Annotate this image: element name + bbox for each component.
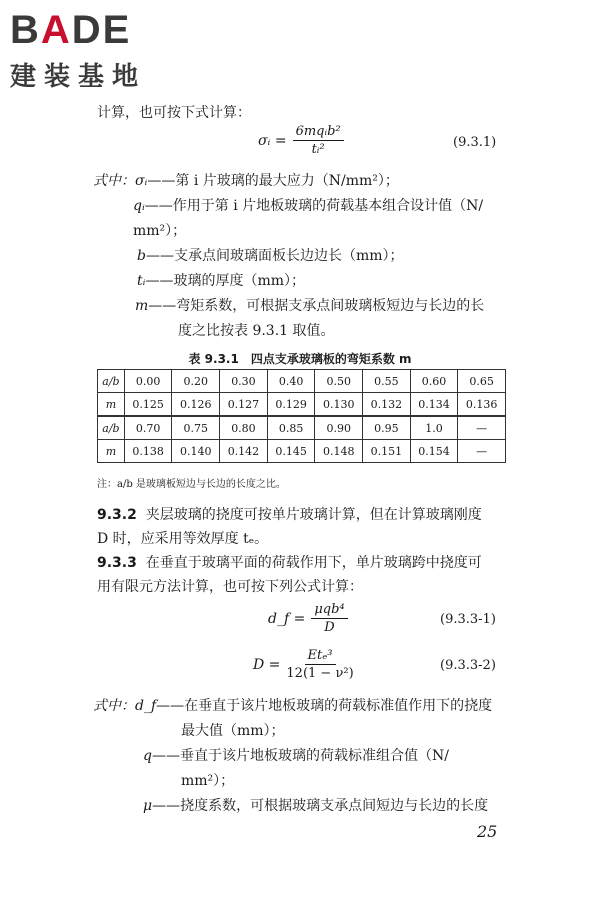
table-cell: 0.40 (267, 370, 315, 393)
table-cell: 0.20 (172, 370, 220, 393)
table-cell: 0.132 (363, 393, 411, 417)
page-number: 25 (477, 822, 498, 841)
formula-9-3-1 (258, 124, 344, 157)
table-cell: 0.60 (410, 370, 458, 393)
formula-lhs: D = (253, 656, 281, 673)
body-text: D 时，应采用等效厚度 tₑ。 (97, 531, 269, 547)
def-symbol: 式中：σᵢ (93, 173, 148, 189)
table-cell: 0.140 (172, 440, 220, 463)
section-number: 9.3.2 (97, 507, 137, 523)
def-symbol: m (135, 298, 149, 314)
table-cell: 0.50 (315, 370, 363, 393)
formula-numerator: 6mqᵢb² (293, 124, 344, 141)
def-symbol: 式中：d_f (93, 698, 157, 714)
formula-denominator: D (324, 620, 335, 635)
table-cell: 0.75 (172, 416, 220, 440)
formula-lhs: d_f = (268, 610, 306, 627)
def-symbol: b (137, 248, 146, 264)
body-text: 在垂直于玻璃平面的荷载作用下，单片玻璃跨中挠度可 (145, 555, 482, 571)
table-cell: 1.0 (410, 416, 458, 440)
table-cell: 0.80 (220, 416, 268, 440)
table-cell: 0.65 (458, 370, 506, 393)
section-number: 9.3.3 (97, 555, 137, 571)
table-row (98, 393, 506, 417)
coefficient-table (97, 369, 506, 463)
def-text: ——在垂直于该片地板玻璃的荷载标准值作用下的挠度 (156, 698, 493, 714)
table-cell: 0.145 (267, 440, 315, 463)
body-text: 夹层玻璃的挠度可按单片玻璃计算，但在计算玻璃刚度 (145, 507, 482, 523)
table-cell: 0.55 (363, 370, 411, 393)
def-symbol: q (143, 748, 152, 764)
table-cell: 0.127 (220, 393, 268, 417)
logo (10, 8, 146, 93)
formula-9-3-3-1 (268, 602, 348, 635)
table-cell: 0.129 (267, 393, 315, 417)
formula-numerator: μqb⁴ (311, 602, 347, 619)
table-cell: — (458, 440, 506, 463)
table-note: 注：a/b 是玻璃板短边与长边的长度之比。 (97, 479, 286, 490)
table-cell: 0.138 (124, 440, 172, 463)
table-cell: 0.126 (172, 393, 220, 417)
table-row (98, 440, 506, 463)
def-text: ——玻璃的厚度（mm）； (145, 273, 306, 289)
def-text: ——挠度系数，可根据玻璃支承点间短边与长边的长度 (152, 798, 489, 814)
equation-number: (9.3.3-2) (440, 658, 496, 673)
row-header: m (98, 393, 125, 417)
table-cell: 0.148 (315, 440, 363, 463)
table-cell: 0.70 (124, 416, 172, 440)
def-text: ——第 i 片玻璃的最大应力（N/mm²）； (147, 173, 399, 189)
table-cell: 0.136 (458, 393, 506, 417)
table-cell: 0.130 (315, 393, 363, 417)
table-cell: 0.134 (410, 393, 458, 417)
def-text: mm²）； (181, 773, 235, 789)
formula-denominator: tᵢ² (311, 142, 325, 157)
def-text: 度之比按表 9.3.1 取值。 (178, 323, 335, 339)
def-text: ——支承点间玻璃面板长边边长（mm）； (145, 248, 404, 264)
row-header: a/b (98, 370, 125, 393)
body-text: 用有限元方法计算，也可按下列公式计算： (97, 579, 363, 595)
formula-9-3-3-2 (253, 648, 354, 681)
row-header: m (98, 440, 125, 463)
table-caption: 表 9.3.1 四点支承玻璃板的弯矩系数 m (188, 352, 412, 366)
row-header: a/b (98, 416, 125, 440)
table-cell: 0.30 (220, 370, 268, 393)
logo-subtitle: 建装基地 (10, 62, 147, 92)
def-text: ——弯矩系数，可根据支承点间玻璃板短边与长边的长 (148, 298, 485, 314)
table-cell: — (458, 416, 506, 440)
formula-numerator: Etₑ³ (305, 648, 336, 665)
table-row (98, 370, 506, 393)
equation-number: (9.3.3-1) (440, 612, 496, 627)
def-text: ——作用于第 i 片地板玻璃的荷载基本组合设计值（N/ (144, 198, 484, 214)
formula-lhs: σᵢ = (258, 132, 287, 149)
def-text: ——垂直于该片地板玻璃的荷载标准组合值（N/ (151, 748, 449, 764)
def-symbol: tᵢ (137, 273, 146, 289)
formula-denominator: 12(1 − ν²) (286, 666, 354, 681)
table-cell: 0.90 (315, 416, 363, 440)
equation-number: (9.3.1) (453, 135, 497, 150)
def-text: 最大值（mm）； (181, 723, 285, 739)
table-row (98, 416, 506, 440)
table-cell: 0.95 (363, 416, 411, 440)
table-cell: 0.154 (410, 440, 458, 463)
table-cell: 0.00 (124, 370, 172, 393)
logo-wordmark: BADE (10, 8, 132, 52)
table-cell: 0.142 (220, 440, 268, 463)
table-cell: 0.151 (363, 440, 411, 463)
def-text: mm²）； (133, 223, 187, 239)
table-cell: 0.85 (267, 416, 315, 440)
intro-text: 计算，也可按下式计算： (97, 105, 251, 121)
table-cell: 0.125 (124, 393, 172, 417)
def-symbol: μ (143, 798, 153, 814)
def-symbol: qᵢ (133, 198, 145, 214)
